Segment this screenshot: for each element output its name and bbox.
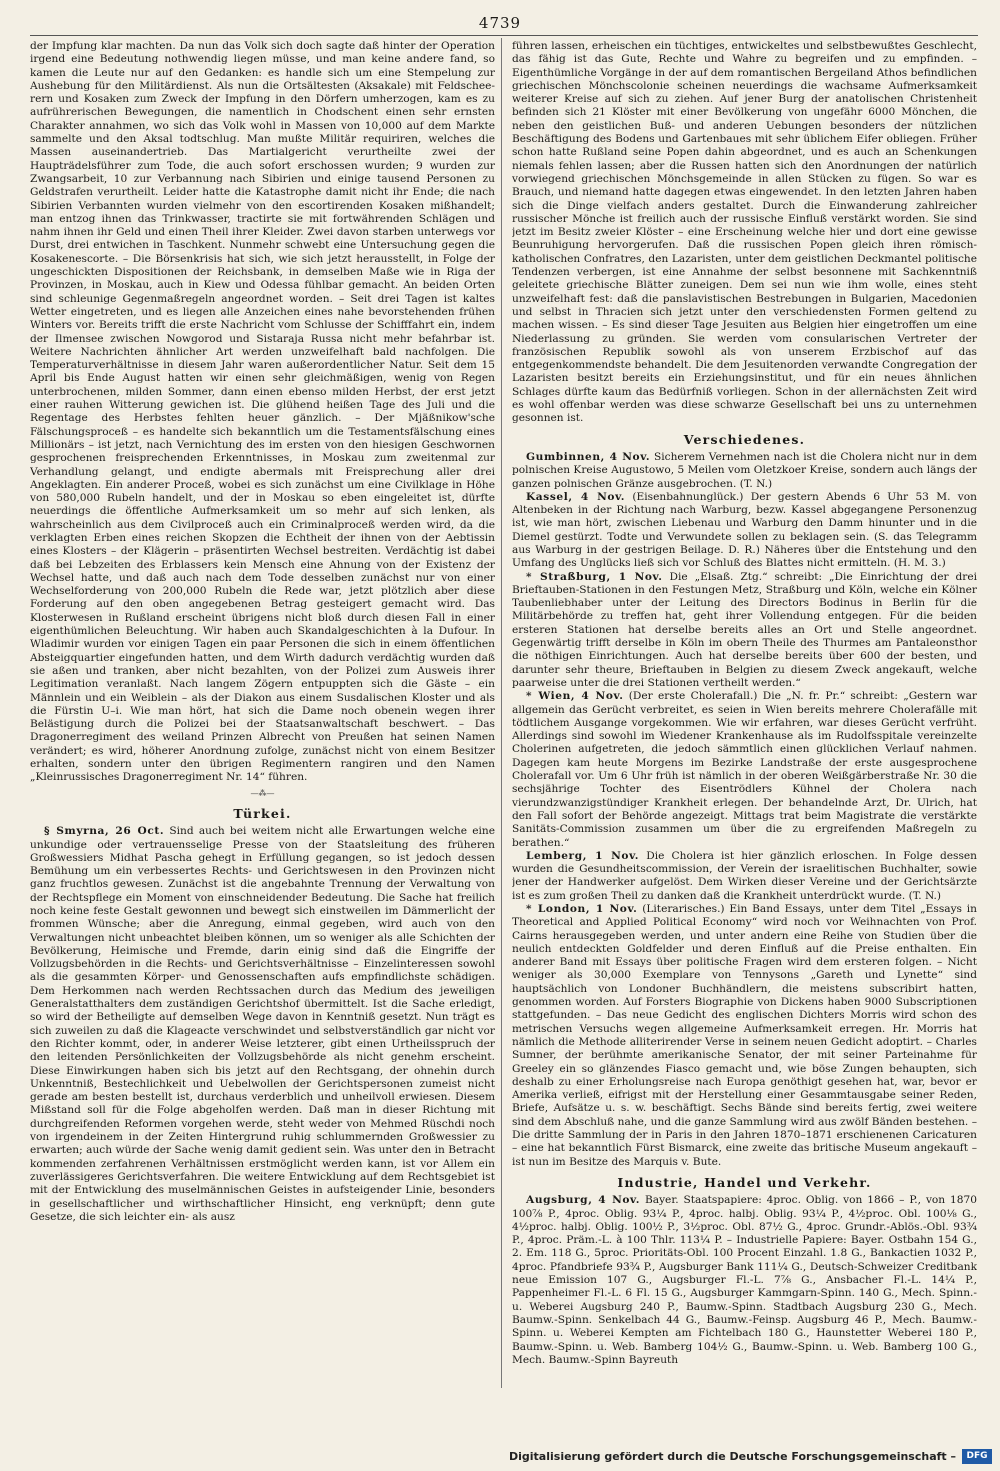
news-item-dateline: Augsburg, 4 Nov. — [526, 1194, 641, 1207]
funding-credit: Digitalisierung gefördert durch die Deutsche Forschungsgemeinschaft – — [509, 1450, 956, 1463]
news-item-text: Sicherem Vernehmen nach ist die Cholera nicht nur in dem polnischen Kreise Augustowo, 5 Meilen vom Oletzkoer Kreise, sondern auch längs der ganzen polnischen Gränze ausgebrochen. (T. N.) — [512, 450, 977, 490]
news-item-text: Die Cholera ist hier gänzlich erloschen. In Folge dessen wurden die Gesundheitscommission, der Verein der israelitischen Buchhalter, sowie jener der Handwerker aufgelöst. Dem Wirken dieser Vereine und der Gerichtsärzte ist es zum großen Theil zu danken daß die Krankheit unterdrückt wurde. (T. N.) — [512, 849, 977, 902]
news-item-text: Die „Elsaß. Ztg.“ schreibt: „Die Einrichtung der drei Brieftauben-Stationen in den Festungen Metz, Straßburg und Köln, welche ein Kölner Taubenliebhaber unter der Leitung des Directors Bodinus in Berlin für die Militärbehörde zu treffen hat, geht ihrer Vollendung entgegen. Für die beiden ersteren Stationen hat derselbe bereits alles an Ort und Stelle angeordnet. Gegenwärtig trifft derselbe in Köln im obern Theile des Thurmes am Pantaleonsthor die nöthigen Einrichtungen. Auch hat derselbe bereits über 600 der besten, und darunter sehr theure, Brieftauben in Belgien zu diesem Zweck angekauft, welche paarweise unter die drei Stationen vertheilt werden.“ — [512, 570, 977, 689]
digitization-footer — [0, 1446, 1000, 1471]
dfg-logo-icon[interactable] — [962, 1449, 992, 1464]
news-item-dateline: Kassel, 4 Nov. — [526, 490, 626, 503]
news-item-text: (Literarisches.) Ein Band Essays, unter dem Titel „Essays in Theoretical and Applied Political Economy“ wird noch vor Weihnachten von Prof. Cairns herausgegeben werden, und unter andern eine Reihe von Studien über die neulich entdeckten Goldfelder und deren Einfluß auf die Preise enthalten. Ein anderer Band mit Essays über politische Fragen wird dem ersteren folgen. – Nicht weniger als 30,000 Exemplare von Tennysons „Gareth und Lynette“ sind hauptsächlich von Londoner Buchhändlern, die meistens subscribirt hatten, genommen worden. Auf Forsters Biographie von Dickens haben 9000 Subscriptionen stattgefunden. – Das neue Gedicht des englischen Dichters Morris wird schon des metrischen Versuchs wegen allgemeine Aufmerksamkeit erregen. Hr. Morris hat nämlich die Methode alliterirender Verse in seinem neuen Gedicht adoptirt. – Charles Sumner, der berühmte amerikanische Senator, der mit seiner Parteinahme für Greeley ein so glänzendes Fiasco gemacht und, wie böse Zungen behaupten, sich deshalb zu einer Erholungsreise nach Europa genöthigt gesehen hat, war, bevor er Amerika verließ, eifrigst mit der Herstellung einer Gesammtausgabe seiner Reden, Briefe, Aufsätze u. s. w. beschäftigt. Sechs Bände sind bereits fertig, zwei weitere sind dem Abschluß nahe, und die ganze Sammlung wird aus zwölf Bänden bestehen. – Die dritte Sammlung der in Paris in den Jahren 1870–1871 erschienenen Caricaturen – eine hat bekanntlich Fürst Bismarck, eine zweite das britische Museum angekauft – ist nun im Besitze des Marquis v. Bute. — [512, 903, 977, 1168]
news-item-dateline: * London, 1 Nov. — [526, 903, 638, 915]
section-heading-industrie: Industrie, Handel und Verkehr. — [617, 1174, 872, 1190]
news-item-dateline: * Straßburg, 1 Nov. — [526, 570, 663, 583]
news-item-augsburg — [512, 1194, 977, 1367]
news-item-dateline: * Wien, 4 Nov. — [526, 690, 624, 703]
news-item-strassburg — [512, 571, 977, 691]
athos-report-text: führen lassen, erheischen ein tüchtiges, entwickeltes und selbstbewußtes Geschlecht, das fähig ist das Gute, Rechte und Wahre zu begreifen und zu empfinden. – Eigenthümliche Vorgänge in der auf dem romantischen Bergeiland Athos befindlichen griechischen Mönchscolonie scheinen neuerdings die wachsame Aufmerksamkeit weiterer Kreise auf sich zu ziehen. Auf jener Burg der anatolischen Christenheit befinden sich 21 Klöster mit einer Bevölkerung von ungefähr 6000 Mönchen, die neben den geistlichen Buß- und anderen Uebungen besonders der nützlichen Beschäftigung des Bodens und Gartenbaues mit sehr üblichem Eifer obliegen. Früher schon hatte Rußland seine Popen dahin abgeordnet, und es auch an Schenkungen niemals fehlen lassen; aber die Russen hatten sich den Anordnungen der natürlich vorwiegend griechischen Mönchsgemeinde in allen Stücken zu fügen. So war es Brauch, und niemand hatte dagegen etwas eingewendet. In den letzten Jahren haben sich die Dinge vielfach anders gestaltet. Durch die Einwanderung zahlreicher russischer Mönche ist freilich auch der russische Einfluß verstärkt worden. Sie sind jetzt im Besitz zweier Klöster – eine Erscheinung welche hier und dort eine gewisse Beunruhigung hervorgerufen. Daß die russischen Popen gleich ihren römisch-katholischen Confratres, den Lazaristen, unter dem geistlichen Deckmantel politische Tendenzen verbergen, ist eine Annahme der selbst besonnene mit Sachkenntniß geleitete griechische Blätter zuneigen. Dem sei nun wie ihm wolle, eines steht unzweifelhaft fest: daß die panslavistischen Bestrebungen in Bulgarien, Macedonien und selbst in Thracien sich jetzt unter den verschiedensten Formen geltend zu machen wissen. – Es sind dieser Tage Jesuiten aus Belgien hier eingetroffen um eine Niederlassung zu gründen. Sie werden vom consularischen Vertreter der französischen Republik sowohl als von unserem Erzbischof auf das entgegenkommendste behandelt. Die dem Jesuitenorden verwandte Congregation der Lazaristen besitzt bereits ein Erziehungsinstitut, und für ein neues ähnlichen Schlages dürfte kaum das Bedürfniß vorliegen. Schon in der allernächsten Zeit wird es wohl offenbar werden was diese schwarze Gesellschaft bei uns zu unternehmen gesonnen ist. — [512, 40, 977, 425]
section-heading-verschiedenes: Verschiedenes. — [683, 431, 806, 447]
page-number: 4739 — [478, 14, 522, 32]
section-ornament: —⁂— — [250, 788, 275, 798]
column-divider — [501, 38, 502, 1388]
russia-report-text: der Impfung klar machten. Da nun das Volk sich doch sagte daß hinter der Operation irgend eine Bedeutung nothwendig liegen müsse, und man keine andere fand, so kamen die Leute nur auf den Gedanken: es handle sich um eine Stempelung zur Aushebung für den Militärdienst. Als nun die Ortsältesten (Aksakale) mit Feldscheerern und Kosaken zum Zweck der Impfung in den Dörfern umherzogen, kam es zu aufrührerischen Bewegungen, die namentlich in Chodschent einen sehr ernsten Charakter annahmen, wo sich das Volk wohl in Massen von 10,000 auf dem Markte sammelte und den Aksal todtschlug. Man mußte Militär requiriren, welches die Massen auseinandertrieb. Das Martialgericht verurtheilte zwei der Haupträdelsführer zum Tode, die auch sofort erschossen wurden; 9 wurden zur Zwangsarbeit, 10 zur Verbannung nach Sibirien und einige tausend Personen zu Geldstrafen verurtheilt. Leider hatte die Katastrophe damit nicht ihr Ende; die nach Sibirien Verbannten wurden vielmehr von den escortirenden Kosaken mißhandelt; man entzog ihnen das Trinkwasser, tractirte sie mit fortwährenden Schlägen und nahm ihnen ihr Geld und einen Theil ihrer Kleider. Zwei davon starben unterwegs vor Durst, drei entwichen in Taschkent. Nunmehr schwebt eine Untersuchung gegen die Kosakenescorte. – Die Börsenkrisis hat sich, wie sich jetzt herausstellt, in Folge der ungeschickten Dispositionen der Reichsbank, in demselben Maße wie in Riga der Provinzen, in Moskau, auch in Kiew und Odessa fühlbar gemacht. An beiden Orten sind schleunige Gegenmaßregeln angeordnet worden. – Seit drei Tagen ist kaltes Wetter eingetreten, und es liegen alle Anzeichen eines nahe bevorstehenden frühen Winters vor. Bereits trifft die erste Nachricht vom Schlusse der Schifffahrt ein, indem der Ilmensee zwischen Nowgorod und Sistaraja Russa nicht mehr befahrbar ist. Weitere Nachrichten ähnlicher Art werden unzweifelhaft bald nachfolgen. Die Temperaturverhältnisse in diesem Jahr waren außerordentlicher Natur. Seit dem 15 April bis Ende August hatten wir einen sehr gleichmäßigen, wenig von Regen unterbrochenen, milden Sommer, dann einen ebenso milden Herbst, der erst jetzt einer rauhen Witterung gewichen ist. Die glühend heißen Tage des Juli und die Regentage des Herbstes fehlten heuer gänzlich. – Der Mjäßnikow'sche Fälschungsproceß – es handelte sich bekanntlich um die Testamentsfälschung eines Millionärs – ist jetzt, nach Vernichtung des im ersten von den hiesigen Geschwornen gesprochenen freisprechenden Erkenntnisses, in Moskau zum zweitenmal zur Verhandlung gelangt, und endigte abermals mit Freisprechung aller drei Angeklagten. Ein anderer Proceß, wobei es sich zunächst um eine Civilklage in Höhe von 580,000 Rubeln handelt, und der in Moskau so eben eingeleitet ist, dürfte neuerdings die öffentliche Aufmerksamkeit um so mehr auf sich lenken, als wahrscheinlich aus dem Civilproceß auch ein Criminalproceß werden wird, da die verklagten Erben eines reichen Skopzen die Echtheit der ihnen von der Aebtissin eines Klosters – der Klägerin – präsentirten Wechsel bestreiten. Verdächtig ist dabei daß bei Lebzeiten des Erblassers kein Mensch eine Ahnung von der Existenz der Wechsel hatte, und daß auch nach dem Tode desselben zunächst nur von einer Wechselforderung von 200,000 Rubeln die Rede war, jetzt plötzlich aber diese Forderung auf den oben angegebenen Betrag gesteigert gemacht wird. Das Klosterwesen in Rußland erscheint übrigens nicht bloß durch diesen Fall in einer eigenthümlichen Beleuchtung. Wir haben auch Skandalgeschichten à la Dufour. In Wladimir wurden vor einigen Tagen ein paar Personen die sich in einem öffentlichen Absteigquartier eingefunden hatten, und dem Wirth dadurch verdächtig wurden daß sie aßen und tranken, aber nicht bezahlten, von der Polizei zum Ausweis ihrer Legitimation veranlaßt. Nach langem Zögern entpuppten sich die Gäste – ein Männlein und ein Weiblein – als der Diakon aus einem Susdalischen Kloster und als die Fürstin U–i. Wie man hört, hat sich die Dame noch obenein wegen ihrer Belästigung durch die Polizei bei der Staatsanwaltschaft beschwert. – Das Dragonerregiment des weiland Prinzen Albrecht von Preußen hat seinen Namen verändert; es wird, höherer Anordnung zufolge, zunächst nicht von einem Besitzer erhalten, sondern unter den übrigen Regimentern rangiren und den Namen „Kleinrussisches Dragonerregiment Nr. 14“ führen. — [30, 40, 495, 784]
header-rule — [30, 35, 978, 36]
right-column — [512, 40, 977, 1390]
news-item-kassel — [512, 491, 977, 571]
section-heading-tuerkei: Türkei. — [233, 805, 292, 821]
left-column — [30, 40, 495, 1360]
smyrna-dateline: § Smyrna, 26 Oct. — [44, 825, 165, 838]
smyrna-article — [30, 825, 495, 1224]
news-item-text: (Der erste Cholerafall.) Die „N. fr. Pr.“ schreibt: „Gestern war allgemein das Gerücht verbreitet, es seien in Wien bereits mehrere Cholerafälle mit tödtlichem Ausgange vorgekommen. Wie wir erfahren, war dieses Gerücht verfrüht. Allerdings sind sowohl im Wiedener Krankenhause als im Rudolfsspitale vereinzelte Cholerinen aufgetreten, die jedoch sämmtlich einen glücklichen Verlauf nahmen. Dagegen kam heute Morgens im Bezirke Landstraße der erste ausgesprochene Cholerafall vor. Um 6 Uhr früh ist nämlich in der oberen Weißgärberstraße Nr. 30 die sechsjährige Tochter des Eisentrödlers Kühnel der Cholera nach vierundzwanzigstündiger Krankheit erlegen. Der behandelnde Arzt, Dr. Ulrich, hat den Fall sofort der Behörde angezeigt. Mittags trat beim Magistrate die verstärkte Sanitäts-Commission zusammen um über die zu ergreifenden Maßregeln zu berathen.“ — [512, 690, 977, 849]
market-report-text: Bayer. Staatspapiere: 4proc. Oblig. von 1866 – P., von 1870 100⅞ P., 4proc. Oblig. 93¼ P., 4proc. halbj. Oblig. 93¼ P., 4½proc. Obl. 100⅛ G., 4½proc. halbj. Oblig. 100½ P., 3½proc. Obl. 87½ G., 4proc. Grundr.-Ablös.-Obl. 93¾ P., 4proc. Präm.-L. à 100 Thlr. 113¼ P. – Industrielle Papiere: Bayer. Ostbahn 154 G., 2. Em. 118 G., 5proc. Prioritäts-Obl. 100 Procent Einzahl. 1.8 G., Bankactien 1032 P., 4proc. Pfandbriefe 93¾ P., Augsburger Bank 111¼ G., Deutsch-Schweizer Creditbank neue Emission 107 G., Augsburger Fl.-L. 7⅞ G., Ansbacher Fl.-L. 14¼ P., Pappenheimer Fl.-L. 6 Fl. 15 G., Augsburger Kammgarn-Spinn. 140 G., Mech. Spinn.- u. Weberei Augsburg 240 P., Baumw.-Spinn. Stadtbach Augsburg 230 G., Mech. Baumw.-Spinn. Senkelbach 44 G., Baumw.-Feinsp. Augsburg 46 P., Mech. Baumw.-Spinn. u. Weberei Kempten am Fichtelbach 180 G., Haunstetter Weberei 180 P., Baumw.-Spinn. u. Web. Bamberg 104½ G., Baumw.-Spinn. u. Web. Bamberg 100 G., Mech. Baumw.-Spinn Bayreuth — [512, 1194, 977, 1366]
dfg-logo-text: DFG — [966, 1451, 988, 1461]
news-item-london — [512, 903, 977, 1169]
news-item-gumbinnen — [512, 451, 977, 491]
news-item-text: (Eisenbahnunglück.) Der gestern Abends 6 Uhr 53 M. von Altenbeken in der Richtung nach Warburg, bezw. Kassel abgegangene Personenzug ist, wie man hört, zwischen Liebenau und Warburg den Damm hinunter und in die Diemel gestürzt. Todte und Verwundete sollen zu beklagen sein. (S. das Telegramm aus Warburg in der gestrigen Beilage. D. R.) Näheres über die Entstehung und den Umfang des Unglücks ließ sich vor Schluß des Blattes nicht ermitteln. (H. M. 3.) — [512, 490, 977, 570]
news-item-lemberg — [512, 850, 977, 903]
news-item-wien — [512, 690, 977, 850]
news-item-dateline: Lemberg, 1 Nov. — [526, 849, 640, 862]
smyrna-text: Sind auch bei weitem nicht alle Erwartungen welche eine unkundige oder vertrauensselige Presse von der Staatsleitung des früheren Großwessiers Midhat Pascha gehegt in Erfüllung gegangen, so ist jedoch dessen Bemühung um ein verbessertes Rechts- und Gerichtswesen in den Provinzen nicht ganz fruchtlos gewesen. Zunächst ist die angebahnte Trennung der Verwaltung von der Rechtspflege ein Moment von einschneidender Bedeutung. Die Sache hat freilich noch keine feste Gestalt gewonnen und bewegt sich einstweilen im Dämmerlicht der frommen Wünsche; aber die Anregung, einmal gegeben, wird auch von den Verwaltungen nicht unbeachtet bleiben können, um so weniger als alle Schichten der Bevölkerung, Heimische und Fremde, darin einig sind daß die Eingriffe der Vollzugsbehörden in die Rechts- und Gerichtsverhältnisse – Einzelinteressen sowohl als die gesammten Körper- und Genossenschaften aufs empfindlichste schädigen. Dem Herkommen nach werden Rechtssachen durch das Medium des jeweiligen Generalstatthalters dem zuständigen Gerichtshof übermittelt. Ist die Sache erledigt, so wird der Betheiligte auf demselben Wege davon in Kenntniß gesetzt. Nun trägt es sich zuweilen zu daß die Klageacte verschwindet und selbstverständlich gar nicht vor den Richter kommt, oder, in anderer Weise letzterer, gibt einen Urtheilsspruch der den leitenden Persönlichkeiten der Vollzugsbehörde als nicht genehm erscheint. Diese Einwirkungen haben sich bis jetzt auf den Rechtsgang, der ohnehin durch Unkenntniß, Bestechlichkeit und Uebelwollen der Gerichtspersonen zumeist nicht gerade am besten bestellt ist, durchaus verderblich und unheilvoll erwiesen. Diesem Mißstand soll für die Folge abgeholfen werden. Daß man in dieser Richtung mit durchgreifenden Reformen vorgehen werde, steht weder von Mehmed Rüschdi noch von irgendeinem in der Zeiten Hintergrund ruhig schlummernden Großwessier zu erwarten; auch würde der Sache wenig damit gedient sein. Was unter den in Betracht kommenden zerfahrenen Verhältnissen erstmöglicht werden kann, ist vor Allem ein zuverlässigeres Gerichtsverfahren. Die weitere Entwicklung auf dem Rechtsgebiet ist mit der Entwicklung des muselmännischen Geistes in aufsteigender Linie, besonders in gesellschaftlicher und wirthschaftlicher Hinsicht, eng verknüpft; denn gute Gesetze, die sich leichter ein- als ausz — [30, 825, 495, 1223]
news-item-dateline: Gumbinnen, 4 Nov. — [526, 450, 651, 463]
